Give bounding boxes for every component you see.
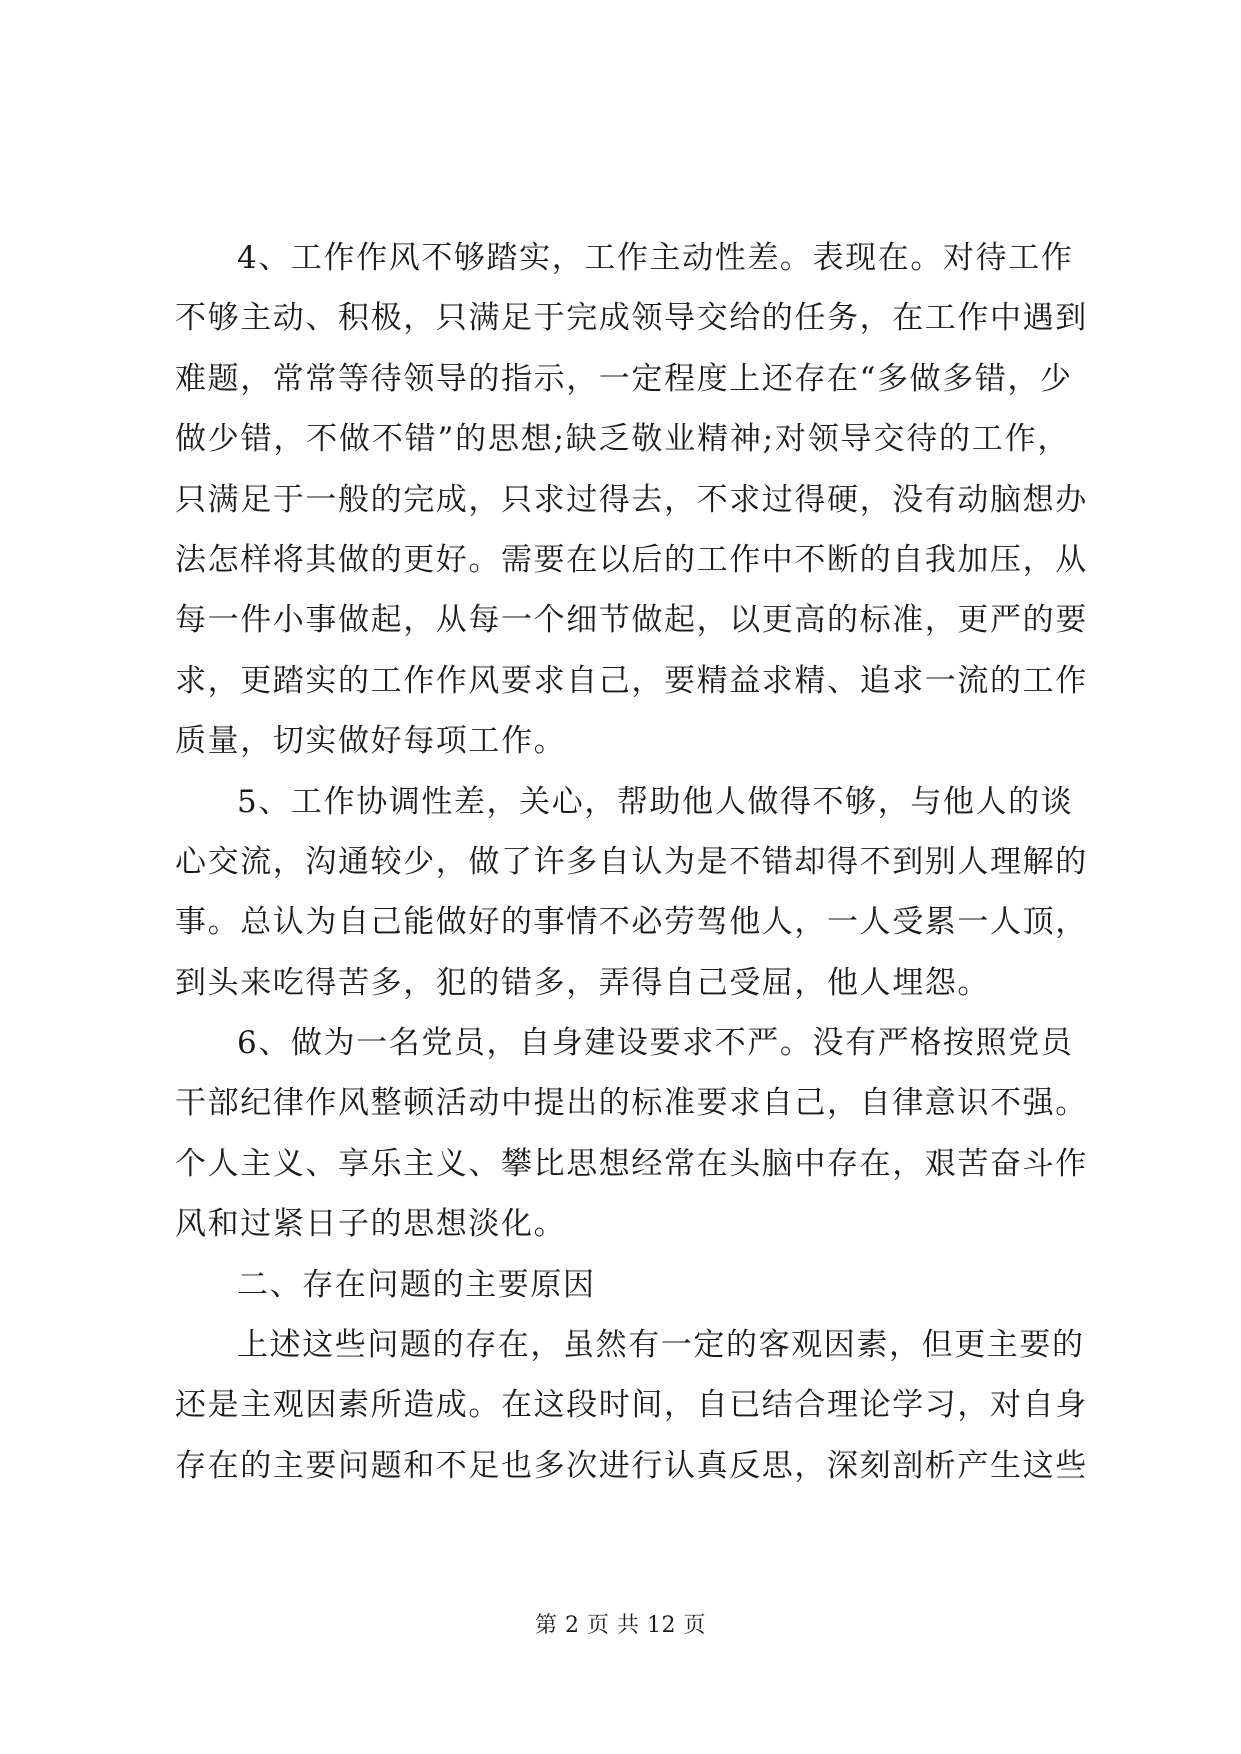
text-line: 6、做为一名党员，自身建设要求不严。没有严格按照党员 (237, 1025, 1074, 1062)
text-line: 还是主观因素所造成。在这段时间，自已结合理论学习，对自身 (175, 1387, 1088, 1424)
text-line: 存在的主要问题和不足也多次进行认真反思，深刻剖析产生这些 (175, 1447, 1088, 1484)
text-line: 法怎样将其做的更好。需要在以后的工作中不断的自我加压，从 (175, 541, 1088, 578)
text-line: 干部纪律作风整顿活动中提出的标准要求自己，自律意识不强。 (175, 1085, 1088, 1122)
page-number-footer: 第 2 页 共 12 页 (535, 1613, 706, 1638)
text-line: 难题，常常等待领导的指示，一定程度上还存在“多做多错，少 (175, 360, 1073, 397)
text-line: 不够主动、积极，只满足于完成领导交给的任务，在工作中遇到 (175, 300, 1088, 337)
text-line: 到头来吃得苦多，犯的错多，弄得自己受屈，他人埋怨。 (175, 964, 990, 1001)
document-body (175, 228, 1088, 1496)
text-line: 4、工作作风不够踏实，工作主动性差。表现在。对待工作 (237, 240, 1074, 276)
text-line: 质量，切实做好每项工作。 (175, 723, 567, 760)
text-line: 5、工作协调性差，关心，帮助他人做得不够，与他人的谈 (237, 783, 1074, 820)
text-line: 上述这些问题的存在，虽然有一定的客观因素，但更主要的 (237, 1327, 1085, 1364)
text-line: 心交流，沟通较少，做了许多自认为是不错却得不到别人理解的 (175, 843, 1088, 880)
text-line: 只满足于一般的完成，只求过得去，不求过得硬，没有动脑想办 (175, 481, 1088, 518)
text-line: 求，更踏实的工作作风要求自己，要精益求精、追求一流的工作 (175, 662, 1088, 699)
text-line: 风和过紧日子的思想淡化。 (175, 1206, 567, 1243)
text-line: 每一件小事做起，从每一个细节做起，以更高的标准，更严的要 (175, 602, 1088, 639)
text-line: 事。总认为自己能做好的事情不必劳驾他人，一人受累一人顶， (175, 904, 1088, 941)
text-line: 个人主义、享乐主义、攀比思想经常在头脑中存在，艰苦奋斗作 (175, 1145, 1088, 1182)
text-line: 做少错，不做不错”的思想;缺乏敬业精神;对领导交待的工作， (175, 421, 1070, 458)
section-heading: 二、存在问题的主要原因 (237, 1266, 596, 1303)
